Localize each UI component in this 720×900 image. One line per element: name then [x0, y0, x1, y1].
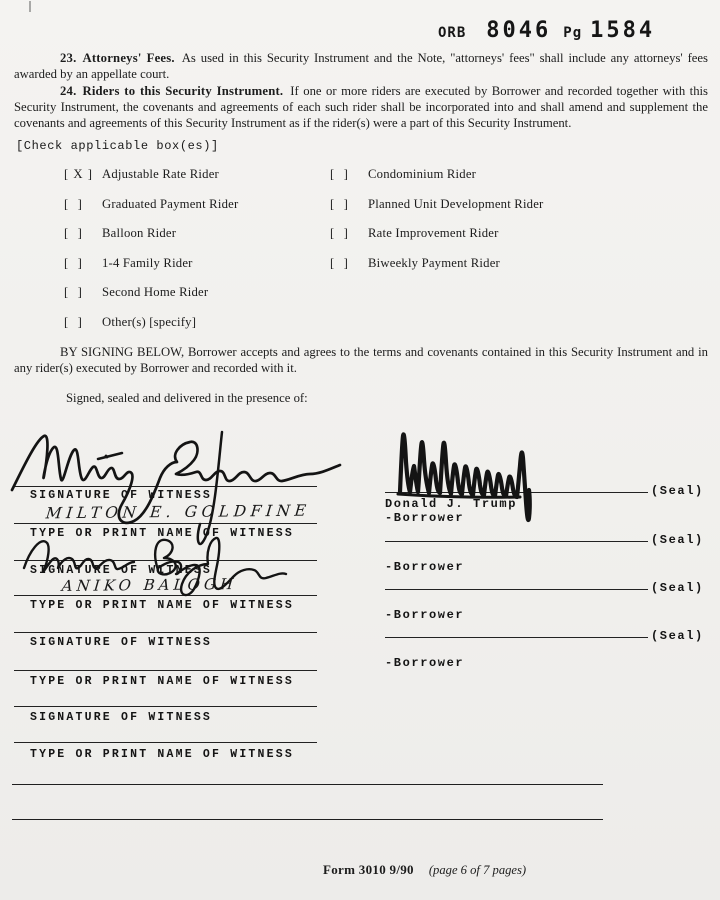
paragraph-24 [14, 83, 708, 132]
witness3-printed-name-line [14, 670, 317, 671]
witness2-signature-aniko-balogh [18, 532, 318, 608]
bottom-rule-2 [12, 819, 603, 820]
witness2-type-label: TYPE OR PRINT NAME OF WITNESS [30, 599, 294, 612]
borrower4-seal-label: (Seal) [651, 629, 704, 643]
rider-option-pud: [ ] Planned Unit Development Rider [330, 196, 544, 211]
witness1-printed-name: MILTON E. GOLDFINE [45, 501, 312, 523]
witness4-printed-name-line [14, 742, 317, 743]
page-footer [323, 862, 526, 878]
witness4-signature-line [14, 706, 317, 707]
borrower1-signature-donald-trump [394, 428, 554, 530]
checkbox-biweekly: [ ] [330, 255, 349, 270]
borrower3-signature-line [385, 589, 648, 590]
rider-option-balloon: [ ] Balloon Rider [64, 226, 177, 241]
by-signing-paragraph: BY SIGNING BELOW, Borrower accepts and agrees to the terms and covenants contained in this Security Instrument and in any rider(s) executed by Borrower and recorded with it. [14, 345, 708, 376]
borrower4-signature-line [385, 637, 648, 638]
stamp-book-number: 8046 [486, 18, 552, 43]
paragraph-24-title: Riders to this Security Instrument. [82, 83, 284, 98]
recorder-stamp [438, 18, 655, 43]
checkbox-balloon: [ ] [64, 226, 83, 241]
rider-options-right-column [330, 167, 544, 285]
paragraph-23 [14, 50, 708, 83]
witness3-type-label: TYPE OR PRINT NAME OF WITNESS [30, 675, 294, 688]
paragraph-23-number: 23. [60, 51, 77, 65]
witness4-signature-label: SIGNATURE OF WITNESS [30, 711, 213, 724]
paragraph-24-body: If one or more riders are executed by Borrower and recorded together with this Security Instrument, the covenants and agreements of each such rider shall be incorporated into and shall amend and supplement the covenants and agreements of this Security Instrument as if the rider(s) were a part of this Security Instrument. [14, 83, 708, 131]
witness3-signature-label: SIGNATURE OF WITNESS [30, 636, 213, 649]
witness2-printed-name: ANIKO BALOGH [61, 575, 238, 595]
rider-option-14-family: [ ] 1-4 Family Rider [64, 255, 193, 270]
witness4-type-label: TYPE OR PRINT NAME OF WITNESS [30, 748, 294, 761]
checkbox-other: [ ] [64, 314, 83, 329]
witness3-signature-line [14, 632, 317, 633]
page-indicator: (page 6 of 7 pages) [428, 863, 527, 877]
rider-option-biweekly: [ ] Biweekly Payment Rider [330, 255, 500, 270]
paragraph-23-body: As used in this Security Instrument and the Note, "attorneys' fees" shall include any attorneys' fees awarded by an appellate court. [14, 51, 708, 82]
presence-line: Signed, sealed and delivered in the presence of: [66, 391, 308, 405]
checkbox-pud: [ ] [330, 196, 349, 211]
borrower3-seal-label: (Seal) [651, 581, 704, 595]
paragraph-24-number: 24. [60, 83, 77, 98]
checkbox-rate-improvement: [ ] [330, 226, 349, 241]
bottom-rule-1 [12, 784, 603, 785]
witness1-type-label: TYPE OR PRINT NAME OF WITNESS [30, 527, 294, 540]
borrower1-seal-label: (Seal) [651, 484, 704, 498]
checkbox-condominium: [ ] [330, 167, 349, 181]
witness1-signature-label: SIGNATURE OF WITNESS [30, 489, 213, 502]
borrower2-signature-line [385, 541, 648, 542]
check-boxes-instruction: [Check applicable box(es)] [16, 139, 219, 153]
borrower1-label: -Borrower [385, 511, 465, 525]
body-paragraphs [14, 50, 708, 131]
borrower1-name: Donald J. Trump [385, 497, 518, 511]
scan-artifact [29, 1, 31, 12]
rider-option-adjustable-rate: [ X ] Adjustable Rate Rider [64, 167, 219, 181]
borrower2-label: -Borrower [385, 560, 465, 574]
rider-option-condominium: [ ] Condominium Rider [330, 167, 477, 181]
rider-option-other: [ ] Other(s) [specify] [64, 314, 197, 329]
form-number: Form 3010 9/90 [323, 862, 414, 877]
borrower3-label: -Borrower [385, 608, 465, 622]
stamp-book-label: ORB [438, 25, 467, 41]
rider-option-rate-improvement: [ ] Rate Improvement Rider [330, 226, 499, 241]
checkbox-adjustable-rate: [ X ] [64, 167, 93, 181]
borrower4-label: -Borrower [385, 656, 465, 670]
witness2-signature-label: SIGNATURE OF WITNESS [30, 564, 213, 577]
stamp-page-label: Pg [563, 25, 583, 41]
rider-options-left-column [64, 167, 238, 345]
borrower2-seal-label: (Seal) [651, 533, 704, 547]
rider-option-second-home: [ ] Second Home Rider [64, 285, 209, 300]
rider-option-graduated-payment: [ ] Graduated Payment Rider [64, 196, 239, 211]
checkbox-14-family: [ ] [64, 255, 83, 270]
checkbox-graduated-payment: [ ] [64, 196, 83, 211]
stamp-page-number: 1584 [590, 18, 656, 43]
paragraph-23-title: Attorneys' Fees. [82, 51, 175, 65]
checkbox-second-home: [ ] [64, 285, 83, 300]
